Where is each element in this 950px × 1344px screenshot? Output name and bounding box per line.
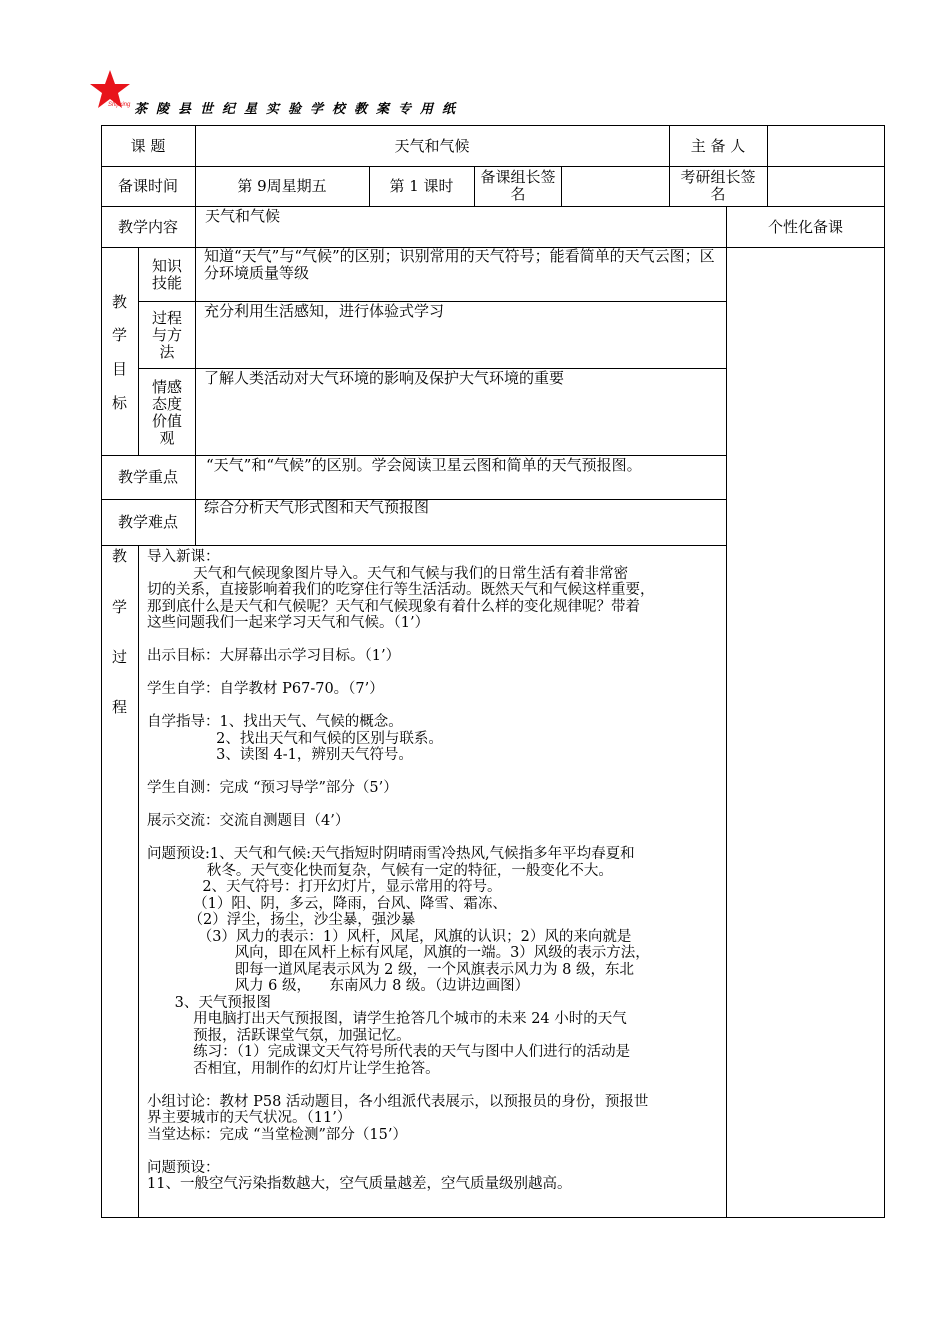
key-points-label: 教学重点: [117, 468, 178, 486]
process-line: 3、读图 4-1，辨别天气符号。: [147, 747, 413, 763]
process-line: 那到底什么是天气和气候呢？天气和气候现象有着什么样的变化规律呢？带着: [147, 598, 640, 615]
emotion-value: 了解人类活动对大气环境的影响及保护大气环境的重要: [204, 369, 565, 387]
process-label-4: 程: [112, 698, 128, 716]
process-line: （1）阳、阴，多云，降雨，台风、降雪、霜冻、: [147, 895, 507, 912]
process-line: 秋冬。天气变化快而复杂，气候有一定的特征，一般变化不大。: [147, 862, 613, 879]
process-line: [147, 665, 725, 682]
difficulties-value: 综合分析天气形式图和天气预报图: [204, 498, 430, 516]
process-line: 11、一般空气污染指数越大，空气质量越差，空气质量级别越高。: [147, 1176, 572, 1192]
emotion-label: 情感态度价值观: [151, 378, 182, 447]
process-line: 学生自学：自学教材 P67-70。（7’）: [147, 681, 384, 697]
topic-label: 课 题: [130, 137, 166, 155]
process-method-value: 充分利用生活感知，进行体验式学习: [204, 302, 445, 320]
period-value: 第 1 课时: [389, 177, 454, 195]
objectives-label-2: 学: [112, 326, 128, 344]
process-line: [147, 1077, 725, 1094]
process-line: [147, 632, 725, 649]
process-line: 否相宜，用制作的幻灯片让学生抢答。: [147, 1060, 440, 1077]
divider: [195, 125, 196, 455]
process-line: 2、找出天气和气候的区别与联系。: [147, 730, 443, 747]
process-line: [147, 764, 725, 781]
difficulties-label: 教学难点: [117, 513, 178, 531]
process-line: [147, 797, 725, 814]
objectives-label-1: 教: [112, 293, 128, 311]
process-line: [147, 1143, 725, 1160]
process-line: 2、天气符号：打开幻灯片，显示常用的符号。: [147, 879, 502, 895]
divider: [561, 166, 562, 206]
process-line: 风力 6 级， 东南风力 8 级。（边讲边画图）: [147, 978, 530, 994]
group-leader-label: 备课组长签名: [480, 168, 556, 203]
process-line: 问题预设:1、天气和气候:天气指短时阴晴雨雪冷热风,气候指多年平均春夏和: [147, 846, 635, 862]
process-line: 小组讨论：教材 P58 活动题目，各小组派代表展示，以预报员的身份，预报世: [147, 1093, 649, 1110]
page-header: [88, 68, 688, 116]
process-line: 界主要城市的天气状况。（11’）: [147, 1110, 352, 1126]
header-title: 茶陵县世纪星实验学校教案专用纸: [134, 102, 465, 117]
topic-value: 天气和气候: [394, 137, 470, 155]
process-line: 出示目标：大屏幕出示学习目标。（1’）: [147, 648, 401, 664]
process-line: 3、天气预报图: [147, 994, 271, 1011]
process-line: （3）风力的表示：1）风杆，风尾，风旗的认识；2）风的来向就是: [147, 928, 632, 945]
process-line: 自学指导：1、找出天气、气候的概念。: [147, 714, 403, 730]
process-line: （2）浮尘，扬尘，沙尘暴，强沙暴: [147, 912, 416, 928]
process-line: [147, 830, 725, 847]
process-line: 天气和气候现象图片导入。天气和气候与我们的日常生活有着非常密: [147, 565, 629, 582]
objectives-label-4: 标: [112, 394, 128, 412]
divider: [726, 206, 727, 1218]
divider: [195, 455, 196, 545]
content-value: 天气和气候: [205, 207, 281, 225]
knowledge-label: 知识技能: [151, 257, 182, 292]
objectives-label-3: 目: [112, 360, 128, 378]
star-logo-icon: [88, 68, 138, 112]
preparer-label: 主 备 人: [690, 137, 746, 155]
process-label-3: 过: [112, 648, 128, 666]
teaching-process-text: [147, 549, 725, 1193]
process-line: 问题预设：: [147, 1159, 220, 1176]
divider: [101, 545, 726, 546]
key-points-value: “天气”和“气候”的区别。学会阅读卫星云图和简单的天气预报图。: [206, 456, 642, 474]
process-line: 当堂达标：完成 “当堂检测”部分（15’）: [147, 1126, 407, 1143]
process-line: 切的关系，直接影响着我们的吃穿住行等生活活动。既然天气和气候这样重要，: [147, 582, 655, 598]
research-leader-label: 考研组长签名: [680, 168, 756, 203]
time-value: 第 9周星期五: [237, 177, 327, 195]
process-line: 展示交流：交流自测题目（4’）: [147, 813, 350, 829]
process-method-label: 过程与方法: [151, 309, 182, 361]
process-line: [147, 698, 725, 715]
divider: [138, 247, 139, 455]
logo-text: Shijixing: [108, 102, 131, 108]
divider: [767, 125, 768, 206]
time-label: 备课时间: [117, 177, 178, 195]
personalized-label: 个性化备课: [767, 218, 843, 236]
content-label: 教学内容: [117, 218, 178, 236]
process-line: 导入新课：: [147, 549, 220, 565]
process-line: 风向，即在风杆上标有风尾，风旗的一端。3）风级的表示方法，: [147, 945, 650, 961]
process-label-2: 学: [112, 598, 128, 616]
knowledge-value: 知道“天气”与“气候”的区别；识别常用的天气符号；能看简单的天气云图；区分环境质量等级: [204, 247, 715, 282]
process-line: 用电脑打出天气预报图，请学生抢答几个城市的未来 24 小时的天气: [147, 1011, 627, 1027]
process-line: 即每一道风尾表示风为 2 级，一个风旗表示风力为 8 级，东北: [147, 961, 634, 978]
process-line: 这些问题我们一起来学习天气和气候。（1’）: [147, 615, 430, 631]
divider: [138, 545, 139, 1218]
process-label-1: 教: [112, 547, 128, 565]
process-line: 预报，活跃课堂气氛，加强记忆。: [147, 1027, 411, 1044]
divider: [474, 166, 475, 206]
process-line: 练习：（1）完成课文天气符号所代表的天气与图中人们进行的活动是: [147, 1044, 631, 1060]
process-line: 学生自测：完成 “预习导学”部分（5’）: [147, 780, 398, 796]
